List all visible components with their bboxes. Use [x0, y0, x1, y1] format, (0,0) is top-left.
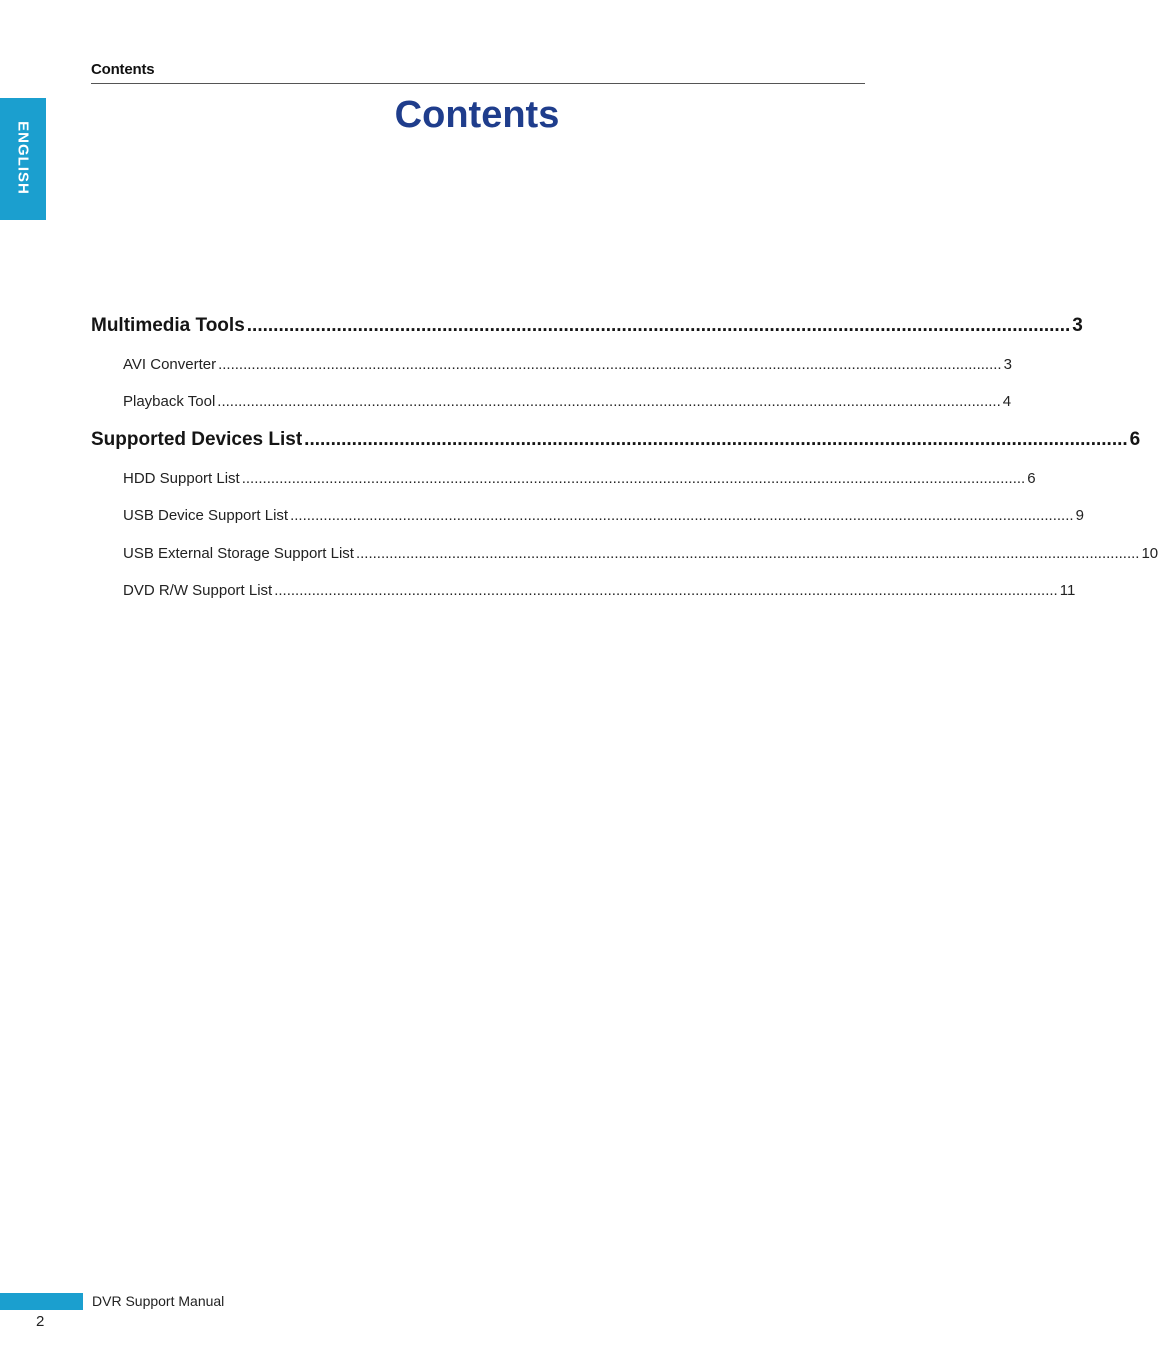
toc-dot-leader: ............................................................................................................................................................................................: [217, 393, 1001, 410]
toc-item-label: Playback Tool: [123, 393, 216, 410]
toc-item-usb-external-storage-support-list[interactable]: [123, 545, 1158, 562]
toc-section-page: 6: [1129, 429, 1141, 450]
toc-section-supported-devices-list[interactable]: [91, 429, 1141, 451]
toc-item-page: 9: [1075, 507, 1084, 524]
toc-dot-leader: ............................................................................................................................................................: [246, 315, 1071, 336]
toc-item-page: 4: [1002, 393, 1012, 410]
toc-section-label: Multimedia Tools: [91, 315, 245, 336]
toc-section-multimedia-tools[interactable]: [91, 315, 1083, 337]
toc-item-label: USB Device Support List: [123, 507, 289, 524]
running-header: Contents: [91, 61, 155, 78]
toc-item-page: 11: [1059, 582, 1076, 599]
toc-dot-leader: ............................................................................................................................................................................................: [241, 470, 1026, 487]
toc-item-label: HDD Support List: [123, 470, 240, 487]
page-number: 2: [36, 1313, 45, 1330]
footer-manual-name: DVR Support Manual: [92, 1293, 225, 1309]
footer-accent-bar: [0, 1293, 83, 1310]
toc-item-dvd-rw-support-list[interactable]: [123, 582, 1076, 599]
toc-item-label: DVD R/W Support List: [123, 582, 273, 599]
toc-item-page: 10: [1141, 545, 1158, 562]
toc-item-page: 3: [1003, 356, 1012, 373]
header-rule: [91, 83, 865, 84]
toc-item-avi-converter[interactable]: [123, 356, 1012, 373]
toc-dot-leader: ............................................................................................................................................................: [304, 429, 1128, 450]
toc-dot-leader: ............................................................................................................................................................................................: [290, 507, 1074, 524]
toc-section-label: Supported Devices List: [91, 429, 303, 450]
toc-dot-leader: ............................................................................................................................................................................................: [274, 582, 1058, 599]
toc-dot-leader: ............................................................................................................................................................................................: [355, 545, 1140, 562]
toc-item-page: 6: [1027, 470, 1036, 487]
toc-item-label: USB External Storage Support List: [123, 545, 354, 562]
toc-item-playback-tool[interactable]: [123, 393, 1012, 410]
toc-item-usb-device-support-list[interactable]: [123, 507, 1084, 524]
toc-dot-leader: ............................................................................................................................................................................................: [218, 356, 1002, 373]
toc-section-page: 3: [1072, 315, 1083, 336]
toc-item-hdd-support-list[interactable]: [123, 470, 1036, 487]
page-title: Contents: [394, 94, 560, 136]
language-tab-label: ENGLISH: [14, 121, 32, 195]
toc-item-label: AVI Converter: [123, 356, 217, 373]
